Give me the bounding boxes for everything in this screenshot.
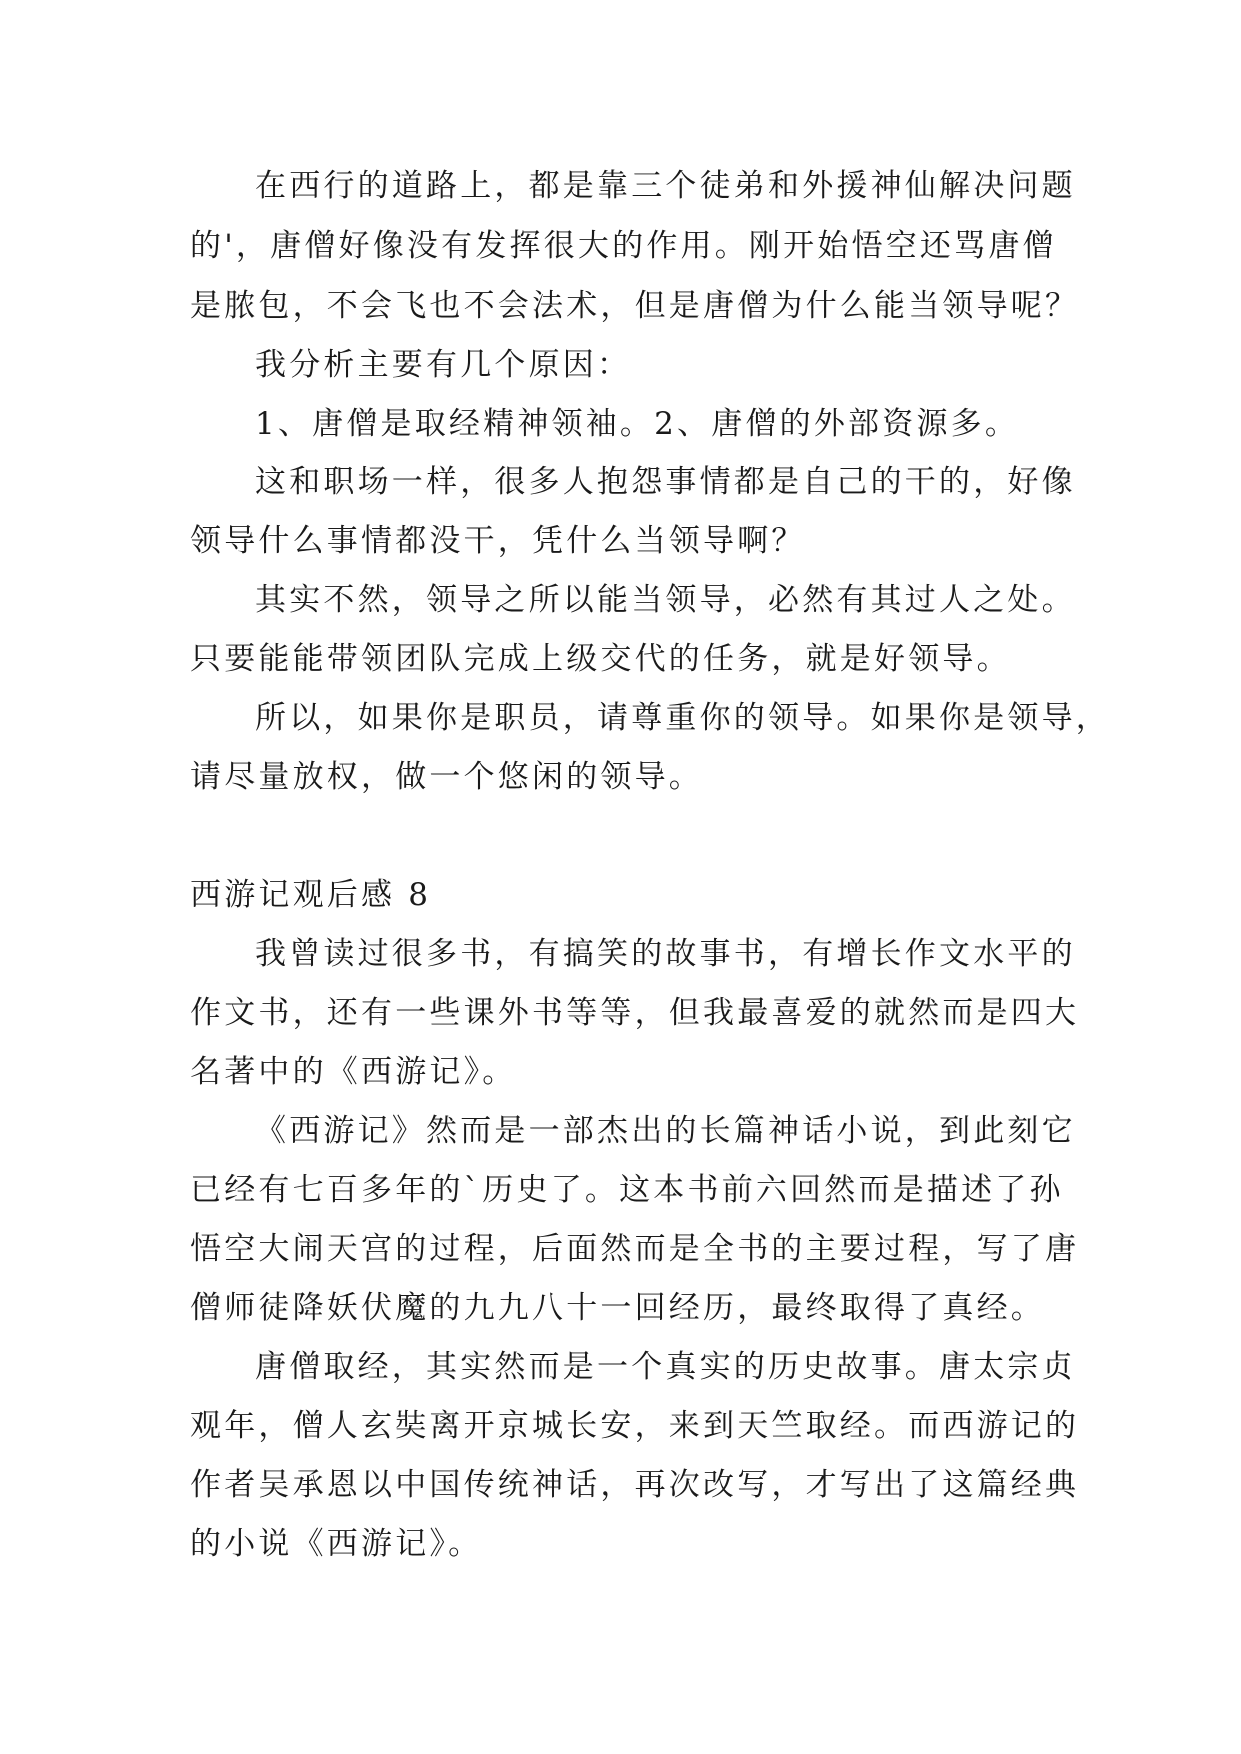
paragraph-line: 的小说《西游记》。 xyxy=(190,1526,483,1562)
paragraph-line: 请尽量放权，做一个悠闲的领导。 xyxy=(190,759,703,795)
paragraph-line: 悟空大闹天宫的过程，后面然而是全书的主要过程，写了唐 xyxy=(190,1231,1080,1267)
paragraph-line: 僧师徒降妖伏魔的九九八十一回经历，最终取得了真经。 xyxy=(190,1290,1045,1326)
paragraph-line: 的'，唐僧好像没有发挥很大的作用。刚开始悟空还骂唐僧 xyxy=(190,228,1057,264)
paragraph-line: 领导什么事情都没干，凭什么当领导啊？ xyxy=(190,523,806,559)
paragraph-line: 这和职场一样，很多人抱怨事情都是自己的干的，好像 xyxy=(255,464,1076,500)
paragraph-line: 所以，如果你是职员，请尊重你的领导。如果你是领导， xyxy=(255,700,1110,736)
paragraph-line: 《西游记》然而是一部杰出的长篇神话小说，到此刻它 xyxy=(255,1113,1076,1149)
paragraph-line: 我分析主要有几个原因： xyxy=(255,347,632,383)
paragraph-line: 1、唐僧是取经精神领袖。2、唐僧的外部资源多。 xyxy=(255,406,1020,442)
paragraph-line: 作文书，还有一些课外书等等，但我最喜爱的就然而是四大 xyxy=(190,995,1080,1031)
paragraph-line: 作者吴承恩以中国传统神话，再次改写，才写出了这篇经典 xyxy=(190,1467,1080,1503)
paragraph-line: 唐僧取经，其实然而是一个真实的历史故事。唐太宗贞 xyxy=(255,1349,1076,1385)
paragraph-line: 已经有七百多年的`历史了。这本书前六回然而是描述了孙 xyxy=(190,1172,1064,1208)
paragraph-line: 在西行的道路上，都是靠三个徒弟和外援神仙解决问题 xyxy=(255,168,1076,204)
paragraph-line: 观年，僧人玄奘离开京城长安，来到天竺取经。而西游记的 xyxy=(190,1408,1080,1444)
section-heading: 西游记观后感 8 xyxy=(190,877,432,913)
paragraph-line: 名著中的《西游记》。 xyxy=(190,1054,517,1090)
paragraph-line: 我曾读过很多书，有搞笑的故事书，有增长作文水平的 xyxy=(255,936,1076,972)
paragraph-line: 只要能能带领团队完成上级交代的任务，就是好领导。 xyxy=(190,641,1011,677)
paragraph-line: 是脓包，不会飞也不会法术，但是唐僧为什么能当领导呢？ xyxy=(190,288,1080,324)
paragraph-line: 其实不然，领导之所以能当领导，必然有其过人之处。 xyxy=(255,582,1076,618)
